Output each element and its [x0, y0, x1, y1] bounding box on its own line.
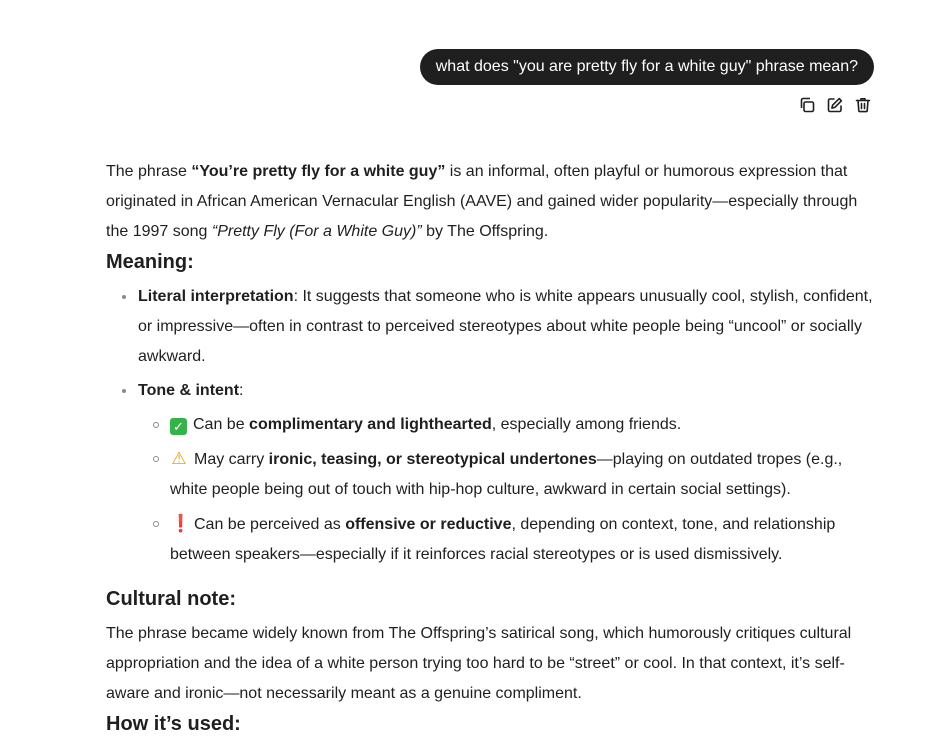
sublist-item [170, 410, 876, 440]
intro-text-1: The phrase [106, 163, 192, 180]
intro-song-title: “Pretty Fly (For a White Guy)” [211, 223, 422, 240]
sub-text-post: , especially among friends. [491, 416, 682, 433]
usage-heading: How it’s used: [106, 713, 241, 735]
tone-label: Tone & intent [138, 382, 240, 399]
message-actions [798, 96, 872, 114]
copy-icon[interactable] [798, 96, 816, 114]
intro-text-3: by The Offspring. [421, 223, 549, 240]
literal-text: : It suggests that someone who is white appears unusually cool, stylish, confident, or impressive—often in contrast to perceived stereotypes about white people being “uncool” or socially awkward. [138, 288, 873, 365]
sub-text-bold: complimentary and lighthearted [249, 416, 492, 433]
intro-text-2: is an informal, often playful or humorous expression that originated in African American Vernacular English (AAVE) and gained wider popularity—especially through the 1997 song [106, 163, 858, 240]
sub-text-pre: Can be perceived as [194, 516, 346, 533]
exclamation-emoji-icon: ❗ [170, 514, 192, 533]
tone-sublist [138, 410, 876, 570]
meaning-list [106, 282, 876, 570]
check-emoji-icon: ✓ [170, 418, 187, 435]
delete-icon[interactable] [854, 96, 872, 114]
intro-paragraph [106, 157, 876, 247]
user-message-row [420, 49, 874, 85]
cultural-paragraph: The phrase became widely known from The Offspring’s satirical song, which humorously critiques cultural appropriation and the idea of a white person trying too hard to be “street” or cool. In that context, it’s self-aware and ironic—not necessarily meant as a genuine compliment. [106, 625, 852, 702]
user-message-bubble: what does "you are pretty fly for a white guy" phrase mean? [420, 49, 874, 85]
meaning-heading: Meaning: [106, 251, 194, 273]
sub-text-post: , depending on context, tone, and relationship between speakers—especially if it reinforces racial stereotypes or is used dismissively. [170, 516, 836, 563]
tone-colon: : [239, 382, 244, 399]
warning-emoji-icon: ⚠ [171, 449, 187, 468]
assistant-answer [106, 157, 876, 737]
sub-text-bold: offensive or reductive [345, 516, 512, 533]
literal-label: Literal interpretation [138, 288, 294, 305]
sub-text-bold: ironic, teasing, or stereotypical undertones [268, 451, 597, 468]
intro-phrase: “You’re pretty fly for a white guy” [191, 163, 446, 180]
list-item-tone [138, 376, 876, 570]
sublist-item [170, 444, 876, 505]
list-item-literal [138, 282, 876, 372]
sub-text-pre: Can be [193, 416, 250, 433]
sublist-item [170, 509, 876, 570]
cultural-heading: Cultural note: [106, 588, 236, 610]
sub-text-pre: May carry [194, 451, 269, 468]
edit-icon[interactable] [826, 96, 844, 114]
sub-text-post: —playing on outdated tropes (e.g., white people being out of touch with hip-hop culture, awkward in certain social settings). [170, 451, 843, 498]
